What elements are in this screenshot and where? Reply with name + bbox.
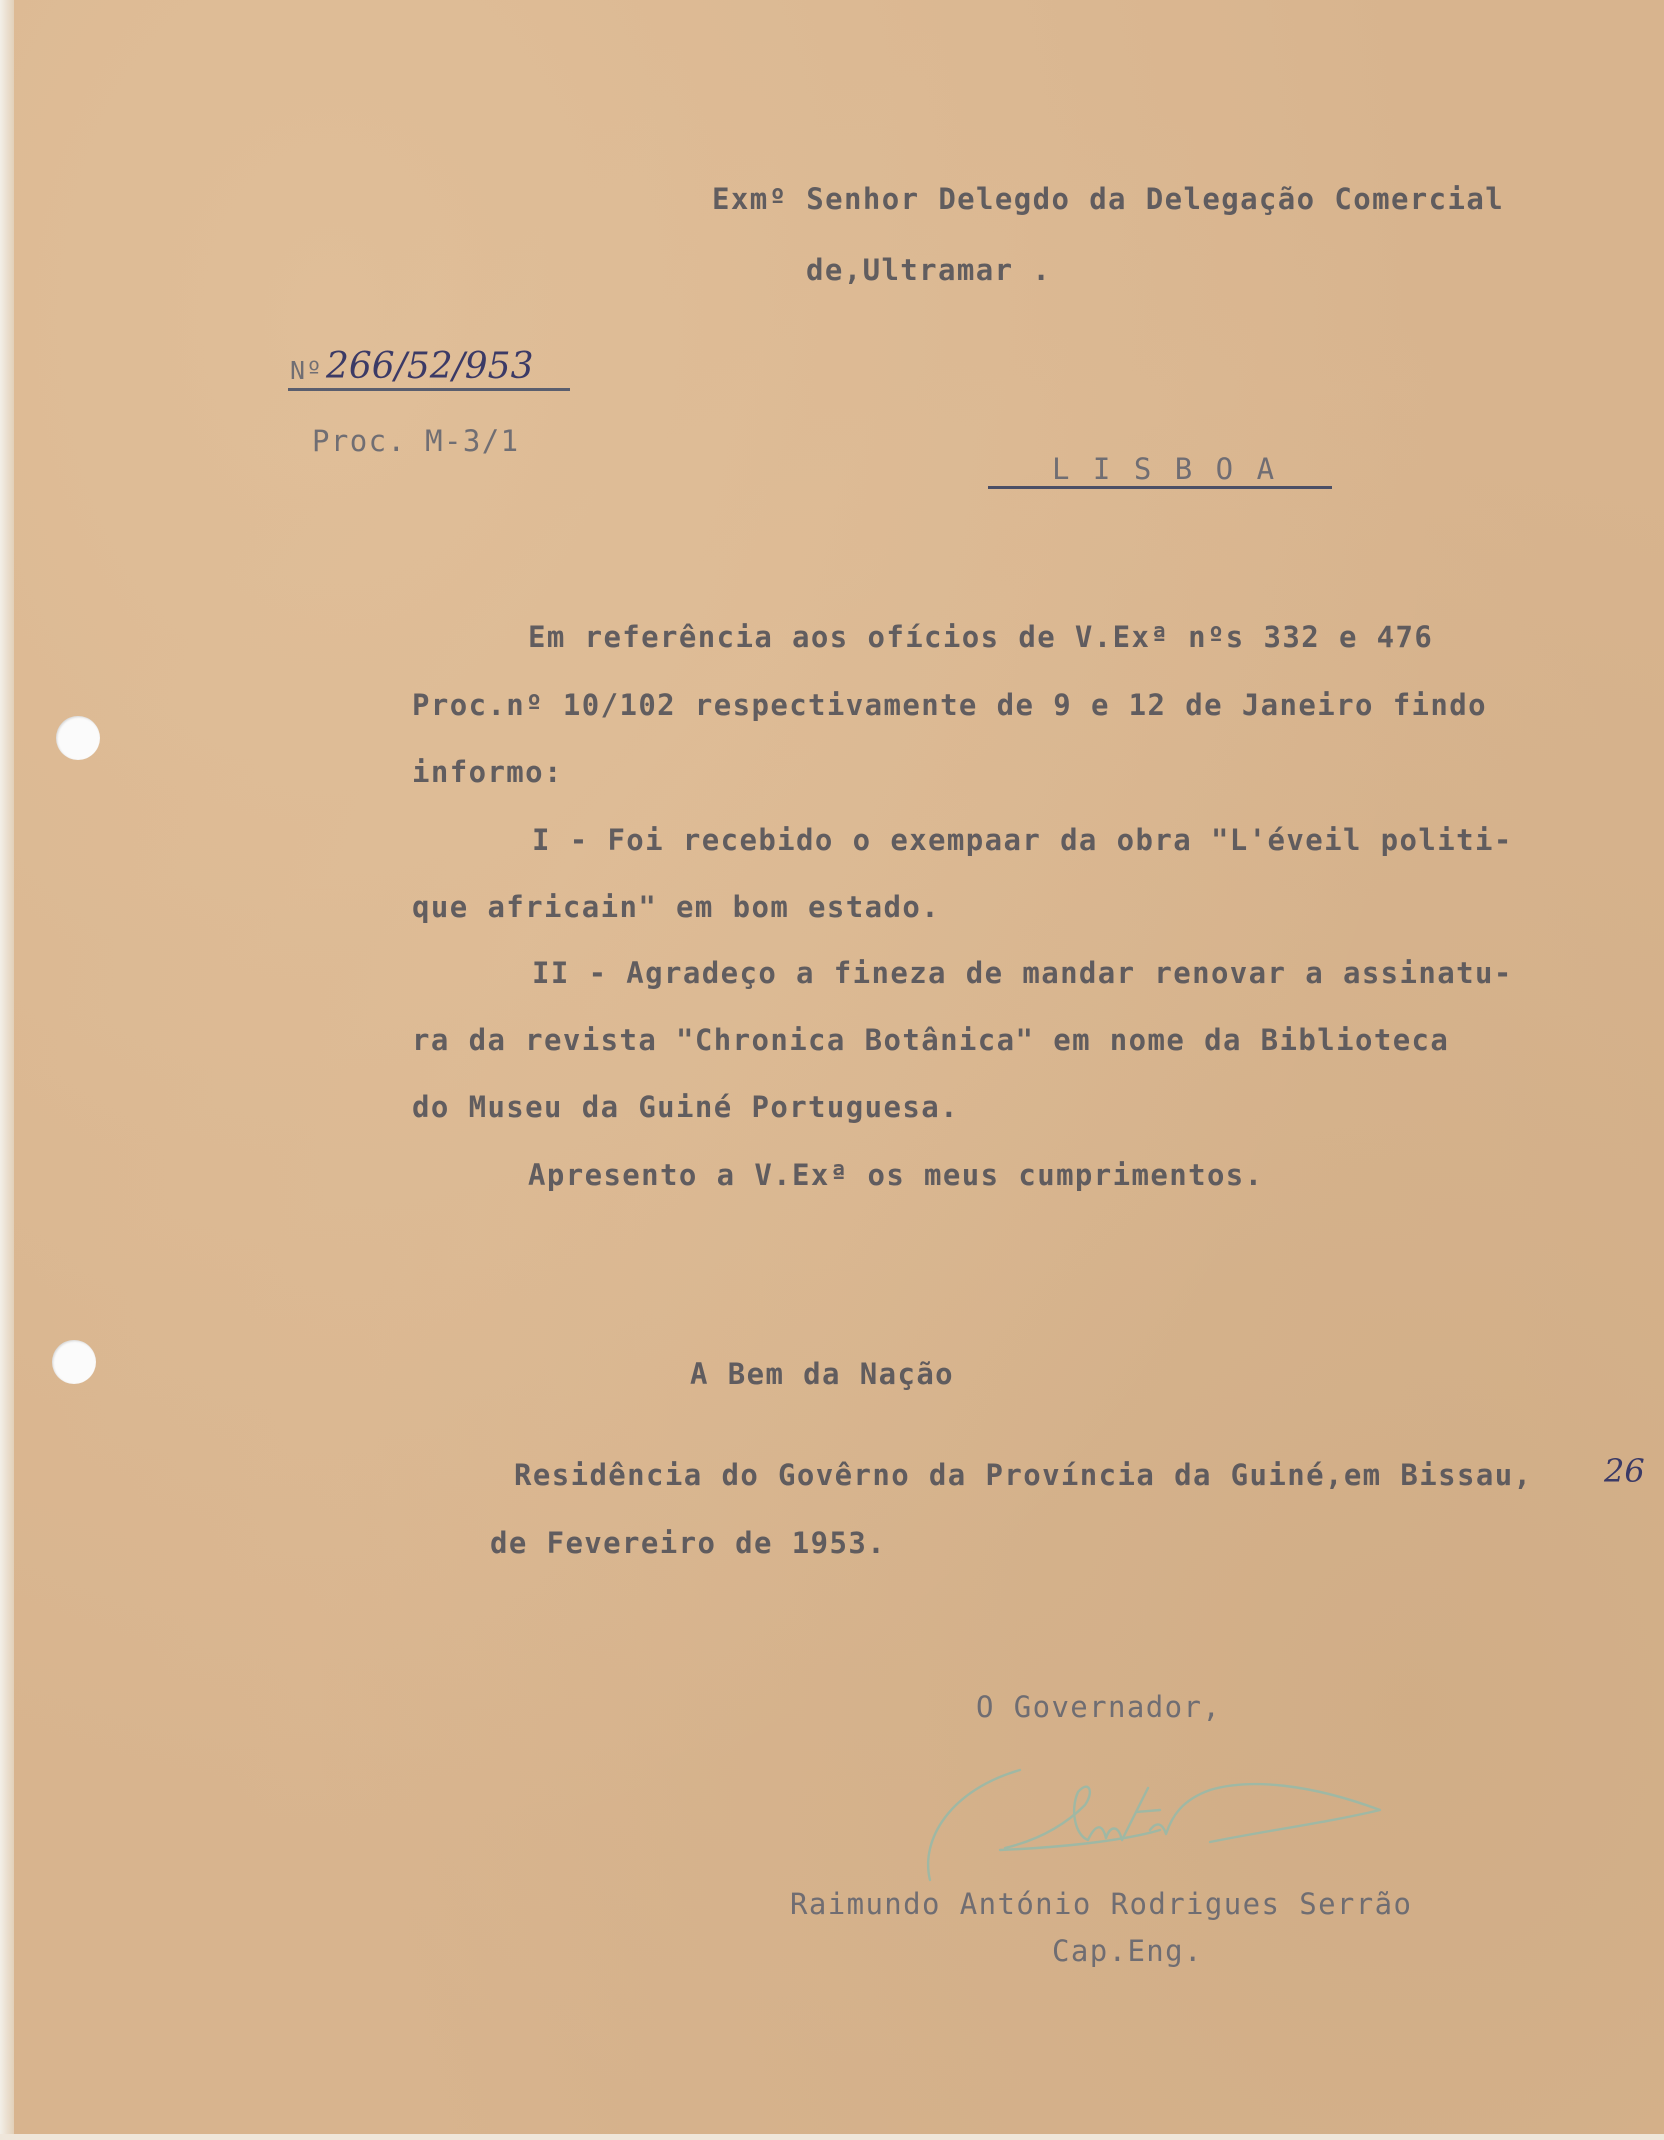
body-line-6: II - Agradeço a fineza de mandar renovar a assinatu-	[532, 956, 1513, 990]
closing-date-line: de Fevereiro de 1953.	[490, 1526, 887, 1560]
reference-number-underline	[288, 388, 570, 391]
paper-left-edge	[0, 0, 14, 2140]
body-line-1: Em referência aos ofícios de V.Exª nºs 332 e 476	[528, 620, 1434, 654]
body-line-2: Proc.nº 10/102 respectivamente de 9 e 12 de Janeiro findo	[412, 688, 1487, 722]
addressee-line-1: Exmº Senhor Delegdo da Delegação Comercial	[712, 182, 1505, 216]
paper-bottom-edge	[0, 2134, 1664, 2140]
handwritten-signature	[910, 1730, 1390, 1890]
body-line-5: que africain" em bom estado.	[412, 890, 941, 924]
punch-hole-top	[56, 716, 100, 760]
body-line-4: I - Foi recebido o exempaar da obra "L'éveil politi-	[532, 823, 1513, 857]
reference-number-handwritten: 266/52/953	[326, 346, 534, 387]
closing-day-handwritten: 26	[1604, 1452, 1645, 1490]
signatory-name: Raimundo António Rodrigues Serrão	[790, 1887, 1413, 1921]
process-reference: Proc. M-3/1	[312, 424, 520, 458]
body-line-8: do Museu da Guiné Portuguesa.	[412, 1090, 959, 1124]
body-line-9: Apresento a V.Exª os meus cumprimentos.	[528, 1158, 1264, 1192]
location-underline	[988, 486, 1332, 489]
location-lisboa: L I S B O A	[1052, 452, 1278, 486]
body-line-7: ra da revista "Chronica Botânica" em nome da Biblioteca	[412, 1023, 1450, 1057]
addressee-line-2: de,Ultramar .	[806, 253, 1052, 287]
closing-salutation: A Bem da Nação	[690, 1357, 955, 1391]
signatory-rank: Cap.Eng.	[1052, 1934, 1203, 1968]
punch-hole-bottom	[52, 1340, 96, 1384]
reference-number-prefix: Nº	[290, 356, 323, 385]
body-line-3: informo:	[412, 755, 563, 789]
signature-title: O Governador,	[976, 1690, 1222, 1724]
closing-place-line: Residência do Govêrno da Província da Guiné,em Bissau,	[514, 1458, 1533, 1492]
